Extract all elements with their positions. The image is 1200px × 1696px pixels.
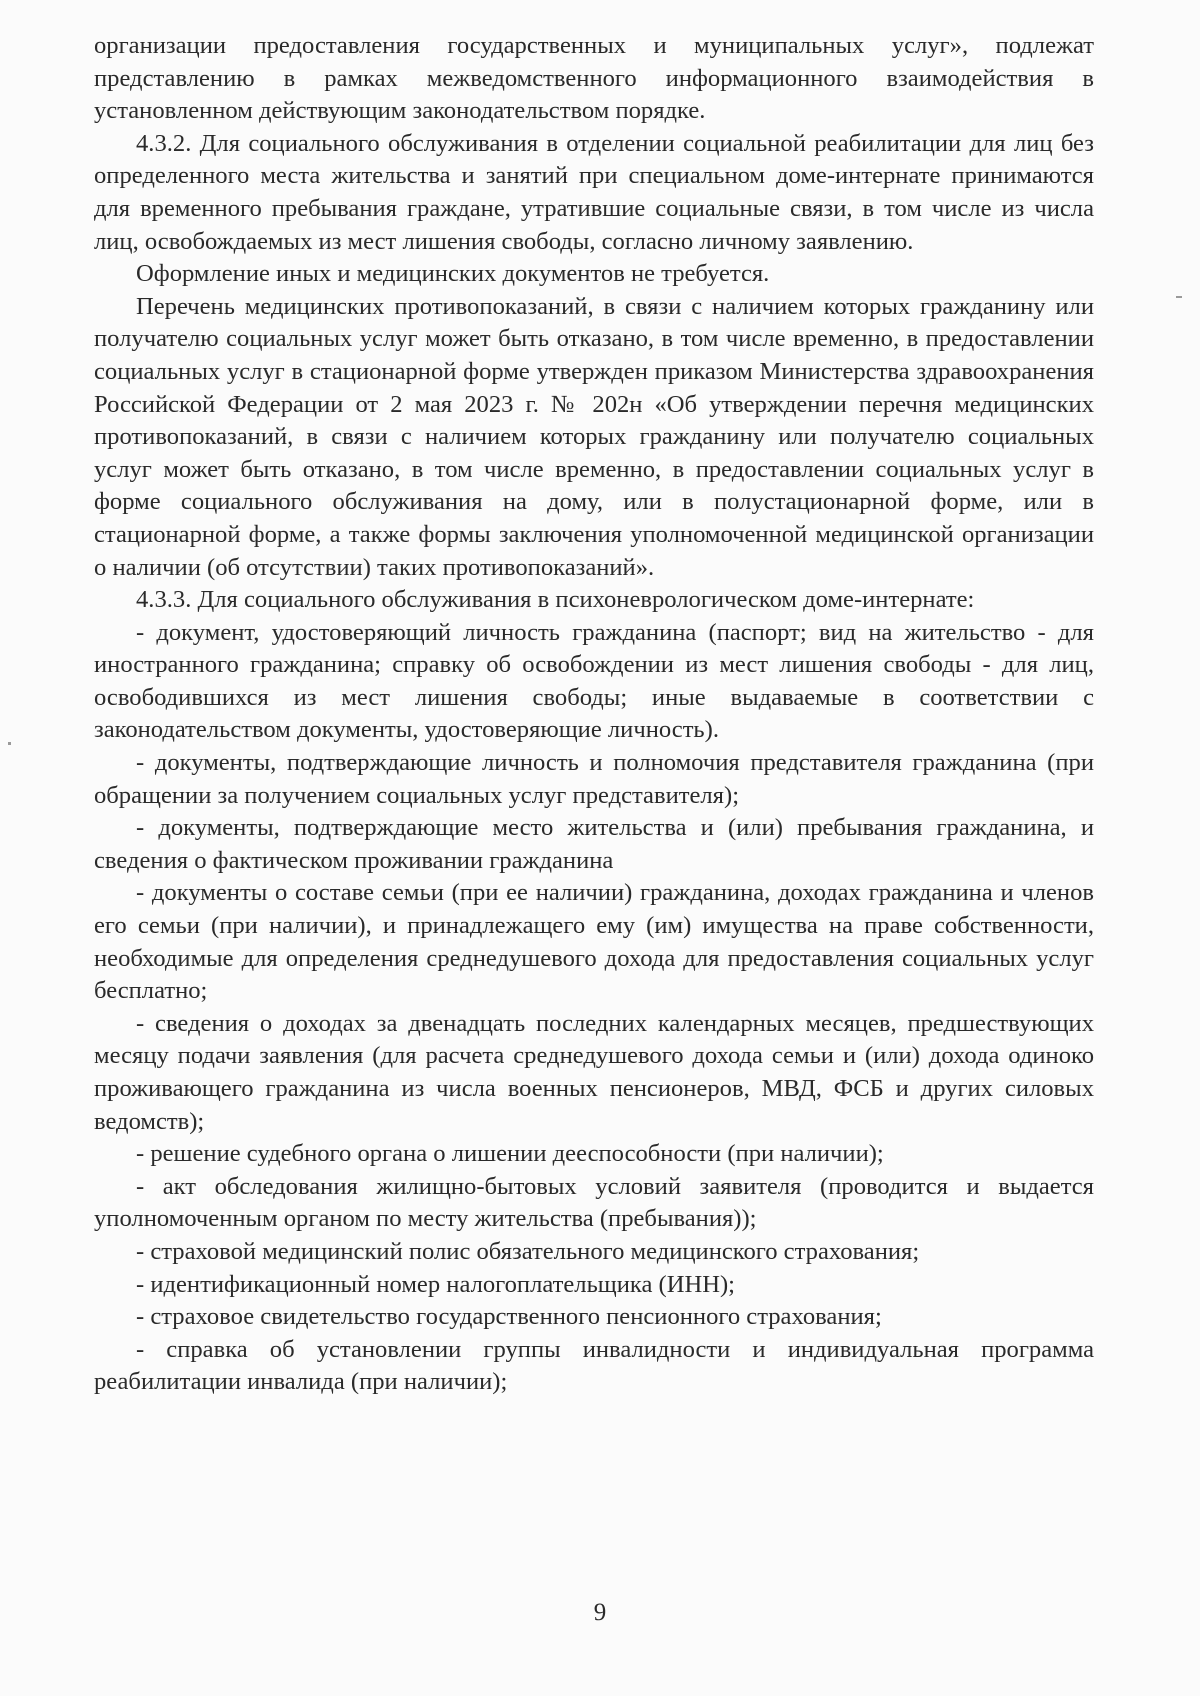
scan-artifact bbox=[1176, 296, 1182, 298]
paragraph-continuation: организации предоставления государственных и муниципальных услуг», подлежат представлению в рамках межведомственного информационного взаимодействия в установленном действующим законодательством порядке. bbox=[94, 32, 1094, 125]
list-item-pension-insurance: - страховое свидетельство государственного пенсионного страхования; bbox=[136, 1303, 882, 1331]
scan-artifact bbox=[8, 742, 11, 745]
list-item-housing-inspection-act: - акт обследования жилищно-бытовых условий заявителя (проводится и выдается уполномоченным органом по месту жительства (пребывания)); bbox=[94, 1172, 1094, 1233]
list-item-representative-documents: - документы, подтверждающие личность и полномочия представителя гражданина (при обращении за получением социальных услуг представителя); bbox=[94, 749, 1094, 809]
list-item-medical-insurance-policy: - страховой медицинский полис обязательного медицинского страхования; bbox=[136, 1237, 920, 1265]
paragraph-no-medical-docs: Оформление иных и медицинских документов не требуется. bbox=[136, 260, 770, 288]
list-item-court-decision: - решение судебного органа о лишении дееспособности (при наличии); bbox=[136, 1140, 884, 1168]
list-item-identity-document: - документ, удостоверяющий личность гражданина (паспорт; вид на жительство - для иностранного гражданина; справку об освобождении из мест лишения свободы - для лиц, освободившихся из мест лишения свободы; иные выдаваемые в соответствии с законодательством документы, удостоверяющие личность). bbox=[94, 618, 1094, 744]
list-item-family-income-documents: - документы о составе семьи (при ее наличии) гражданина, доходах гражданина и членов его семьи (при наличии), и принадлежащего ему (им) имущества на праве собственности, необходимые для определения среднедушевого дохода для предоставления социальных услуг бесплатно; bbox=[94, 879, 1094, 1005]
list-item-disability-certificate: - справка об установлении группы инвалидности и индивидуальная программа реабилитации инвалида (при наличии); bbox=[94, 1335, 1094, 1396]
page-number: 9 bbox=[593, 1599, 607, 1626]
list-item-residence-documents: - документы, подтверждающие место жительства и (или) пребывания гражданина, и сведения о фактическом проживании гражданина bbox=[94, 814, 1094, 874]
body-text bbox=[94, 30, 1094, 1399]
list-item-income-information: - сведения о доходах за двенадцать последних календарных месяцев, предшествующих месяцу подачи заявления (для расчета среднедушевого дохода семьи и (или) дохода одиноко проживающего гражданина из числа военных пенсионеров, МВД, ФСБ и других силовых ведомств); bbox=[94, 1009, 1094, 1135]
paragraph-4-3-3: 4.3.3. Для социального обслуживания в психоневрологическом доме-интернате: bbox=[136, 586, 975, 614]
list-item-tax-id: - идентификационный номер налогоплательщика (ИНН); bbox=[136, 1270, 736, 1298]
paragraph-contraindications: Перечень медицинских противопоказаний, в связи с наличием которых гражданину или получателю социальных услуг может быть отказано, в том числе временно, в предоставлении социальных услуг в стационарной форме утвержден приказом Министерства здравоохранения Российской Федерации от 2 мая 2023 г. № 202н «Об утверждении перечня медицинских противопоказаний, в связи с наличием которых гражданину или получателю социальных услуг может быть отказано, в том числе временно, в предоставлении социальных услуг в форме социального обслуживания на дому, или в полустационарной форме, или в стационарной форме, а также формы заключения уполномоченной медицинской организации о наличии (об отсутствии) таких противопоказаний». bbox=[94, 292, 1094, 581]
paragraph-4-3-2: 4.3.2. Для социального обслуживания в отделении социальной реабилитации для лиц без определенного места жительства и занятий при специальном доме-интернате принимаются для временного пребывания граждане, утратившие социальные связи, в том числе из числа лиц, освобождаемых из мест лишения свободы, согласно личному заявлению. bbox=[94, 129, 1094, 255]
